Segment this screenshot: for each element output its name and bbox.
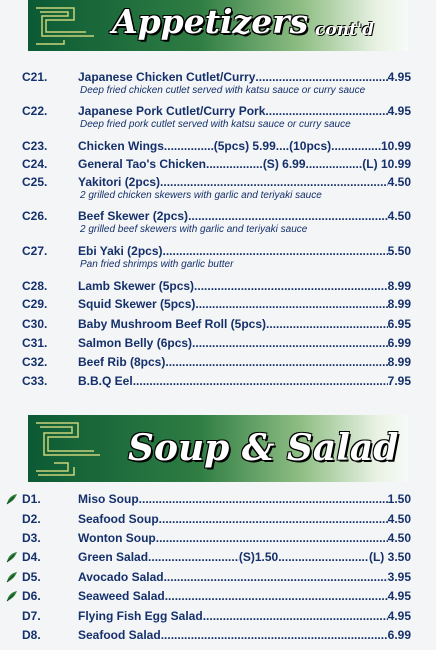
dot-leader <box>139 492 388 506</box>
dot-leader <box>156 531 388 545</box>
item-line <box>78 355 411 369</box>
dot-leader <box>331 139 381 153</box>
item-price: 7.95 <box>387 374 411 388</box>
appetizers-title: Appetizers <box>112 2 309 41</box>
item-name: Yakitori (2pcs) <box>78 175 161 189</box>
item-code: C31. <box>22 336 48 350</box>
item-name: Ebi Yaki (2pcs) <box>78 244 163 258</box>
dot-leader <box>194 279 388 293</box>
item-line <box>78 157 411 171</box>
item-code: D6. <box>22 589 41 603</box>
dot-leader <box>163 244 388 258</box>
greek-key-ornament <box>34 4 104 48</box>
item-line <box>78 570 411 584</box>
item-price: 6.99 <box>387 336 411 350</box>
item-code: D4. <box>22 550 41 564</box>
item-price: 1.50 <box>387 492 411 506</box>
dot-leader <box>159 512 388 526</box>
item-price: 4.95 <box>387 70 411 84</box>
item-name: Beef Skewer (2pcs) <box>78 209 189 223</box>
item-name: Squid Skewer (5pcs) <box>78 297 196 311</box>
item-name: Flying Fish Egg Salad <box>78 609 203 623</box>
item-name: Green Salad <box>78 550 149 564</box>
leaf-icon <box>6 571 18 583</box>
item-name: Japanese Chicken Cutlet/Curry <box>78 70 256 84</box>
item-code: C24. <box>22 157 48 171</box>
item-size-price: (S)1.50 <box>238 550 279 564</box>
appetizers-subtitle: cont'd <box>315 20 374 40</box>
dot-leader <box>306 157 363 171</box>
item-description: Pan fried shrimps with garlic butter <box>80 259 234 270</box>
item-price: 8.99 <box>387 279 411 293</box>
item-line <box>78 139 411 153</box>
item-code: D8. <box>22 628 41 642</box>
item-line <box>78 244 411 258</box>
item-code: C21. <box>22 70 48 84</box>
item-code: C27. <box>22 244 48 258</box>
item-name: Seafood Salad <box>78 628 161 642</box>
item-price: 4.50 <box>387 175 411 189</box>
item-name: B.B.Q Eel <box>78 374 133 388</box>
item-line <box>78 317 411 331</box>
dot-leader <box>255 70 387 84</box>
item-code: C32. <box>22 355 48 369</box>
item-line <box>78 70 411 84</box>
item-line <box>78 628 411 642</box>
item-code: C30. <box>22 317 48 331</box>
item-line <box>78 531 411 545</box>
leaf-icon <box>6 493 18 505</box>
item-line <box>78 374 411 388</box>
item-price: 4.50 <box>387 531 411 545</box>
dot-leader <box>195 297 387 311</box>
appetizers-banner <box>28 0 408 51</box>
soup-salad-banner <box>28 415 408 482</box>
item-price: 3.95 <box>387 570 411 584</box>
item-line <box>78 589 411 603</box>
item-description: Deep fried pork cutlet served with katsu sauce or curry sauce <box>80 119 351 130</box>
soup-salad-title: Soup & Salad <box>128 427 399 469</box>
item-name: Baby Mushroom Beef Roll (5pcs) <box>78 317 267 331</box>
item-code: C25. <box>22 175 48 189</box>
item-line <box>78 279 411 293</box>
item-price: 6.95 <box>387 317 411 331</box>
item-code: C22. <box>22 104 48 118</box>
item-price: 4.95 <box>387 609 411 623</box>
item-price: 8.99 <box>387 297 411 311</box>
item-price: 6.99 <box>387 628 411 642</box>
item-price: 10.99 <box>380 139 412 153</box>
dot-leader <box>266 317 388 331</box>
item-price: 5.50 <box>387 244 411 258</box>
item-code: D5. <box>22 570 41 584</box>
item-line <box>78 209 411 223</box>
item-name: Salmon Belly (6pcs) <box>78 336 193 350</box>
item-code: D1. <box>22 492 41 506</box>
item-code: C33. <box>22 374 48 388</box>
item-description: 2 grilled chicken skewers with garlic and teriyaki sauce <box>80 190 322 201</box>
item-code: D7. <box>22 609 41 623</box>
item-price: 4.50 <box>387 512 411 526</box>
greek-key-ornament <box>34 419 114 479</box>
item-code: C29. <box>22 297 48 311</box>
item-name: Seaweed Salad <box>78 589 165 603</box>
item-line <box>78 297 411 311</box>
item-name: Avocado Salad <box>78 570 164 584</box>
item-price: 4.95 <box>387 104 411 118</box>
item-price: 3.50 <box>387 550 412 564</box>
dot-leader <box>203 609 388 623</box>
item-name: Wonton Soup <box>78 531 156 545</box>
dot-leader <box>164 139 214 153</box>
item-description: 2 grilled beef skewers with garlic and teriyaki sauce <box>80 224 308 235</box>
item-line <box>78 336 411 350</box>
item-name: Beef Rib (8pcs) <box>78 355 166 369</box>
dot-leader <box>161 628 388 642</box>
item-price: 4.95 <box>387 589 411 603</box>
dot-leader <box>206 157 263 171</box>
leaf-icon <box>6 551 18 563</box>
item-name: Seafood Soup <box>78 512 159 526</box>
dot-leader <box>133 374 388 388</box>
item-price: 8.99 <box>387 355 411 369</box>
item-code: D2. <box>22 512 41 526</box>
item-code: C28. <box>22 279 48 293</box>
item-name: Chicken Wings <box>78 139 164 153</box>
item-description: Deep fried chicken cutlet served with katsu sauce or curry sauce <box>80 85 366 96</box>
item-line <box>78 512 411 526</box>
item-line <box>78 175 411 189</box>
item-name: General Tao's Chicken <box>78 157 207 171</box>
item-size-price: (5pcs) 5.99....(10pcs) <box>213 139 332 153</box>
item-price: 4.50 <box>387 209 411 223</box>
item-line <box>78 550 411 564</box>
item-name: Lamb Skewer (5pcs) <box>78 279 195 293</box>
dot-leader <box>148 550 239 564</box>
item-code: C26. <box>22 209 48 223</box>
dot-leader <box>265 104 387 118</box>
item-name: Japanese Pork Cutlet/Curry Pork <box>78 104 266 118</box>
leaf-icon <box>6 590 18 602</box>
dot-leader <box>192 336 388 350</box>
item-size-label: (L) <box>368 550 385 564</box>
item-code: C23. <box>22 139 48 153</box>
dot-leader <box>165 355 387 369</box>
item-price: 10.99 <box>380 157 411 171</box>
dot-leader <box>160 175 388 189</box>
item-size-price: (S) 6.99 <box>262 157 306 171</box>
item-line <box>78 104 411 118</box>
dot-leader <box>165 589 388 603</box>
dot-leader <box>164 570 388 584</box>
item-line <box>78 492 411 506</box>
dot-leader <box>278 550 369 564</box>
item-name: Miso Soup <box>78 492 139 506</box>
item-line <box>78 609 411 623</box>
dot-leader <box>188 209 388 223</box>
item-size-label: (L) <box>362 157 378 171</box>
item-code: D3. <box>22 531 41 545</box>
